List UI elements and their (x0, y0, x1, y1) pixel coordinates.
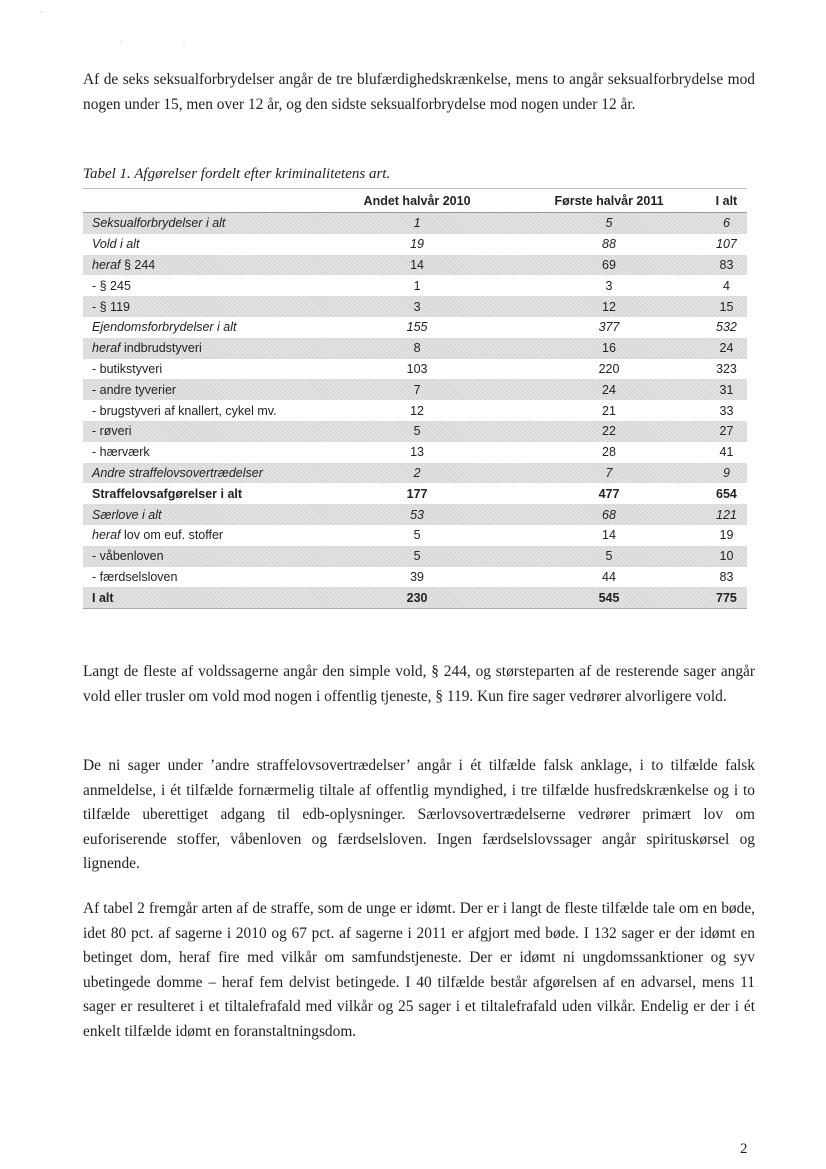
value-total: 83 (706, 255, 747, 276)
row-label-prefix: heraf (92, 257, 121, 272)
value-h2-2010: 39 (410, 569, 424, 584)
header-category (83, 189, 322, 213)
header-h2-2010: Andet halvår 2010 (322, 189, 512, 213)
value-h2-2010: 103 (406, 361, 428, 376)
value-total: 19 (719, 528, 734, 543)
row-label (83, 587, 322, 608)
row-label-text: § 244 (120, 257, 156, 272)
row-label-prefix: heraf (92, 528, 121, 543)
row-label-text: - færdselsloven (92, 569, 178, 584)
value-h2-2010: 5 (413, 528, 421, 543)
table-row (83, 400, 747, 421)
value-h1-2011: 68 (512, 504, 706, 525)
row-label-text: Straffelovsafgørelser i alt (92, 486, 243, 501)
value-h1-2011: 14 (602, 528, 616, 543)
table-row (83, 504, 747, 525)
value-h2-2010: 1 (413, 278, 421, 293)
value-h1-2011: 44 (602, 569, 616, 584)
table-row (83, 359, 747, 380)
value-h1-2011: 3 (605, 278, 613, 293)
value-h2-2010: 8 (322, 338, 512, 359)
table-row (83, 463, 747, 484)
table-row (83, 587, 747, 608)
table-row (83, 421, 747, 442)
row-label (83, 546, 322, 567)
value-h2-2010: 7 (322, 379, 512, 400)
value-total: 27 (706, 421, 747, 442)
row-label (83, 463, 322, 484)
table-row (83, 234, 747, 255)
row-label-text: - § 119 (92, 299, 130, 314)
value-total: 33 (719, 403, 734, 418)
page-number: 2 (740, 1141, 748, 1157)
table-row (83, 338, 747, 359)
value-h2-2010: 155 (406, 320, 428, 335)
paragraph-sexual-offences: Af de seks seksualforbrydelser angår de tre blufærdighedskrænkelse, mens to angår seksualforbrydelse mod nogen under 15, men over 12 år, og den sidste seksualforbrydelse mod nogen under 12 år. (83, 71, 755, 113)
scan-specks: · (40, 8, 43, 17)
value-h1-2011: 28 (602, 445, 616, 460)
row-label (83, 255, 322, 276)
value-h1-2011: 377 (598, 320, 620, 335)
row-label-text: - butikstyveri (92, 361, 163, 376)
value-total: 654 (716, 486, 737, 501)
row-label (83, 442, 322, 463)
row-label (83, 379, 322, 400)
value-total: 323 (716, 361, 737, 376)
row-label (83, 483, 322, 504)
table-row (83, 317, 747, 338)
table-row (83, 275, 747, 296)
value-total: 41 (719, 445, 734, 460)
row-label-text: - våbenloven (92, 549, 164, 564)
row-label-text: - røveri (92, 424, 132, 439)
paragraph-sentences: Af tabel 2 fremgår arten af de straffe, som de unge er idømt. Der er i langt de fleste tilfælde tale om en bøde, idet 80 pct. af sagerne i 2010 og 67 pct. af sagerne i 2011 er afgjort med bøde. I 132 sager er der idømt en betinget dom, heraf fire med vilkår om samfundstjeneste. Der er idømt ni ungdomssanktioner og syv ubetingede domme – heraf fem delvist betingede. I 40 tilfælde består afgørelsen af en advarsel, mens 11 sager er resulteret i et tiltalefrafald med vilkår og 25 sager i et tiltalefrafald uden vilkår. Endelig er der i ét enkelt tilfælde idømt en foranstaltningsdom. (83, 900, 755, 1040)
row-label-text: - brugstyveri af knallert, cykel mv. (92, 403, 277, 418)
value-h1-2011: 22 (512, 421, 706, 442)
value-total: 121 (706, 504, 747, 525)
value-h2-2010: 13 (410, 445, 424, 460)
value-h2-2010: 2 (322, 463, 512, 484)
value-total: 107 (716, 237, 737, 252)
table-row (83, 567, 747, 588)
row-label (83, 421, 322, 442)
value-h2-2010: 230 (322, 587, 512, 608)
value-h1-2011: 477 (598, 486, 620, 501)
table-row (83, 442, 747, 463)
value-total: 775 (706, 587, 747, 608)
row-label-text: indbrudstyveri (120, 341, 202, 356)
value-total: 24 (706, 338, 747, 359)
value-h1-2011: 88 (602, 237, 616, 252)
table-header-row (83, 189, 747, 213)
row-label-text: Andre straffelovsovertrædelser (92, 465, 263, 480)
value-h1-2011: 545 (512, 587, 706, 608)
table-row (83, 296, 747, 317)
value-total: 83 (719, 569, 734, 584)
value-h2-2010: 5 (322, 421, 512, 442)
row-label (83, 359, 322, 380)
header-total: I alt (706, 189, 747, 213)
scan-specks: · (120, 38, 123, 47)
row-label-text: Særlove i alt (92, 507, 162, 522)
row-label-text: - andre tyverier (92, 382, 177, 397)
value-total: 31 (706, 379, 747, 400)
row-label-text: - § 245 (92, 278, 131, 293)
row-label (83, 338, 322, 359)
value-h1-2011: 24 (512, 379, 706, 400)
row-label (83, 504, 322, 525)
value-h2-2010: 1 (322, 213, 512, 234)
decisions-table (83, 188, 747, 609)
table-row (83, 546, 747, 567)
value-h2-2010: 177 (406, 486, 428, 501)
row-label (83, 213, 322, 234)
row-label (83, 317, 322, 338)
scan-specks: . (183, 38, 185, 47)
table-row (83, 483, 747, 504)
table-row (83, 379, 747, 400)
row-label-prefix: heraf (92, 341, 121, 356)
row-label (83, 567, 322, 588)
value-total: 6 (706, 213, 747, 234)
row-label (83, 275, 322, 296)
table-row (83, 525, 747, 546)
row-label (83, 296, 322, 317)
row-label-text: I alt (92, 590, 114, 605)
value-h1-2011: 7 (512, 463, 706, 484)
row-label (83, 400, 322, 421)
row-label-text: Seksualforbrydelser i alt (92, 216, 226, 231)
value-h2-2010: 19 (410, 237, 424, 252)
table-row (83, 213, 747, 234)
header-h1-2011: Første halvår 2011 (512, 189, 706, 213)
value-total: 4 (722, 278, 730, 293)
row-label (83, 234, 322, 255)
value-total: 9 (706, 463, 747, 484)
value-h2-2010: 12 (410, 403, 424, 418)
paragraph-other-offences: De ni sager under ’andre straffelovsovertrædelser’ angår i ét tilfælde falsk anklage, i to tilfælde falsk anmeldelse, i ét tilfælde fornærmelig tiltale af offentlig myndighed, i tre tilfælde husfredskrænkelse og i to tilfælde uberettiget adgang til edb-oplysninger. Særlovsovertrædelserne vedrører primært lov om euforiserende stoffer, våbenloven og færdselsloven. Ingen færdselslovssager angår spirituskørsel og lignende. (83, 757, 755, 873)
value-total: 532 (716, 320, 737, 335)
value-h1-2011: 5 (512, 546, 706, 567)
table-caption: Tabel 1. Afgørelser fordelt efter kriminalitetens art. (83, 166, 391, 182)
value-h1-2011: 5 (512, 213, 706, 234)
table-row (83, 255, 747, 276)
value-h2-2010: 5 (322, 546, 512, 567)
value-total: 15 (706, 296, 747, 317)
value-h1-2011: 21 (602, 403, 616, 418)
value-h1-2011: 220 (598, 361, 620, 376)
value-h2-2010: 14 (322, 255, 512, 276)
row-label-text: lov om euf. stoffer (120, 528, 224, 543)
value-h1-2011: 16 (512, 338, 706, 359)
row-label-text: - hærværk (92, 445, 150, 460)
row-label-text: Vold i alt (92, 237, 140, 252)
value-h2-2010: 53 (322, 504, 512, 525)
value-total: 10 (706, 546, 747, 567)
row-label-text: Ejendomsforbrydelser i alt (92, 320, 237, 335)
paragraph-violence: Langt de fleste af voldssagerne angår den simple vold, § 244, og størsteparten af de resterende sager angår vold eller trusler om vold mod nogen i offentlig tjeneste, § 119. Kun fire sager vedrører alvorligere vold. (83, 663, 755, 705)
value-h2-2010: 3 (322, 296, 512, 317)
value-h1-2011: 12 (512, 296, 706, 317)
table-body (83, 213, 747, 609)
value-h1-2011: 69 (512, 255, 706, 276)
row-label (83, 525, 322, 546)
